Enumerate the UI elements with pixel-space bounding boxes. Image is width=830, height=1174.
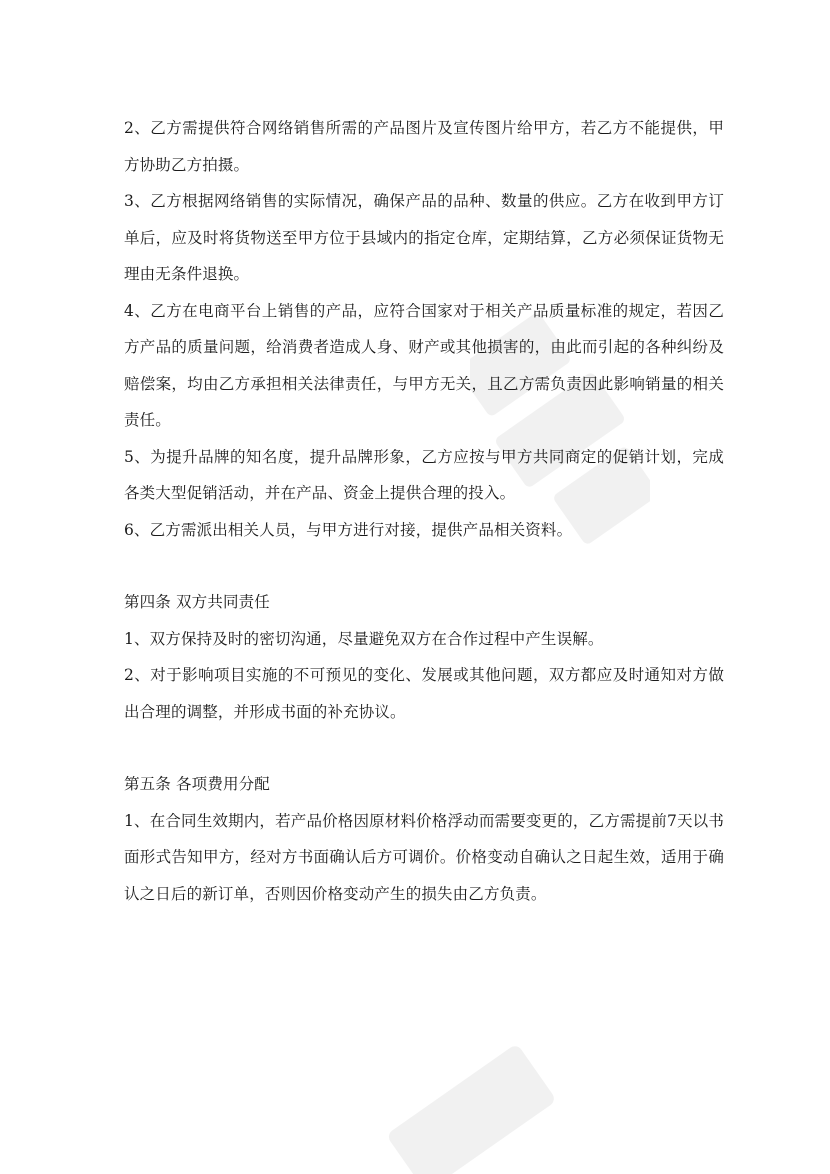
section-title: 第四条 双方共同责任 (124, 593, 270, 611)
section-4 (124, 584, 724, 730)
document-body (124, 110, 724, 912)
clause-item: 6、乙方需派出相关人员，与甲方进行对接，提供产品相关资料。 (124, 520, 573, 539)
clause-item: 5、为提升品牌的知名度，提升品牌形象，乙方应按与甲方共同商定的促销计划，完成各类大型促销活动，并在产品、资金上提供合理的投入。 (124, 447, 724, 502)
watermark-icon (380, 1040, 580, 1174)
section-5 (124, 766, 724, 912)
clause-item: 3、乙方根据网络销售的实际情况，确保产品的品种、数量的供应。乙方在收到甲方订单后，应及时将货物送至甲方位于县域内的指定仓库，定期结算，乙方必须保证货物无理由无条件退换。 (124, 192, 724, 283)
clause-item: 1、双方保持及时的密切沟通，尽量避免双方在合作过程中产生误解。 (124, 629, 604, 648)
section-title: 第五条 各项费用分配 (124, 775, 270, 793)
section-3-continued (124, 110, 724, 548)
clause-item: 2、对于影响项目实施的不可预见的变化、发展或其他问题，双方都应及时通知对方做出合理的调整，并形成书面的补充协议。 (124, 666, 724, 721)
clause-item: 4、乙方在电商平台上销售的产品，应符合国家对于相关产品质量标准的规定，若因乙方产品的质量问题，给消费者造成人身、财产或其他损害的，由此而引起的各种纠纷及赔偿案，均由乙方承担相关法律责任，与甲方无关，且乙方需负责因此影响销量的相关责任。 (124, 301, 724, 429)
clause-item: 1、在合同生效期内，若产品价格因原材料价格浮动而需要变更的，乙方需提前7天以书面形式告知甲方，经对方书面确认后方可调价。价格变动自确认之日起生效，适用于确认之日后的新订单，否则因价格变动产生的损失由乙方负责。 (124, 811, 724, 903)
clause-item: 2、乙方需提供符合网络销售所需的产品图片及宣传图片给甲方，若乙方不能提供，甲方协助乙方拍摄。 (124, 119, 724, 174)
